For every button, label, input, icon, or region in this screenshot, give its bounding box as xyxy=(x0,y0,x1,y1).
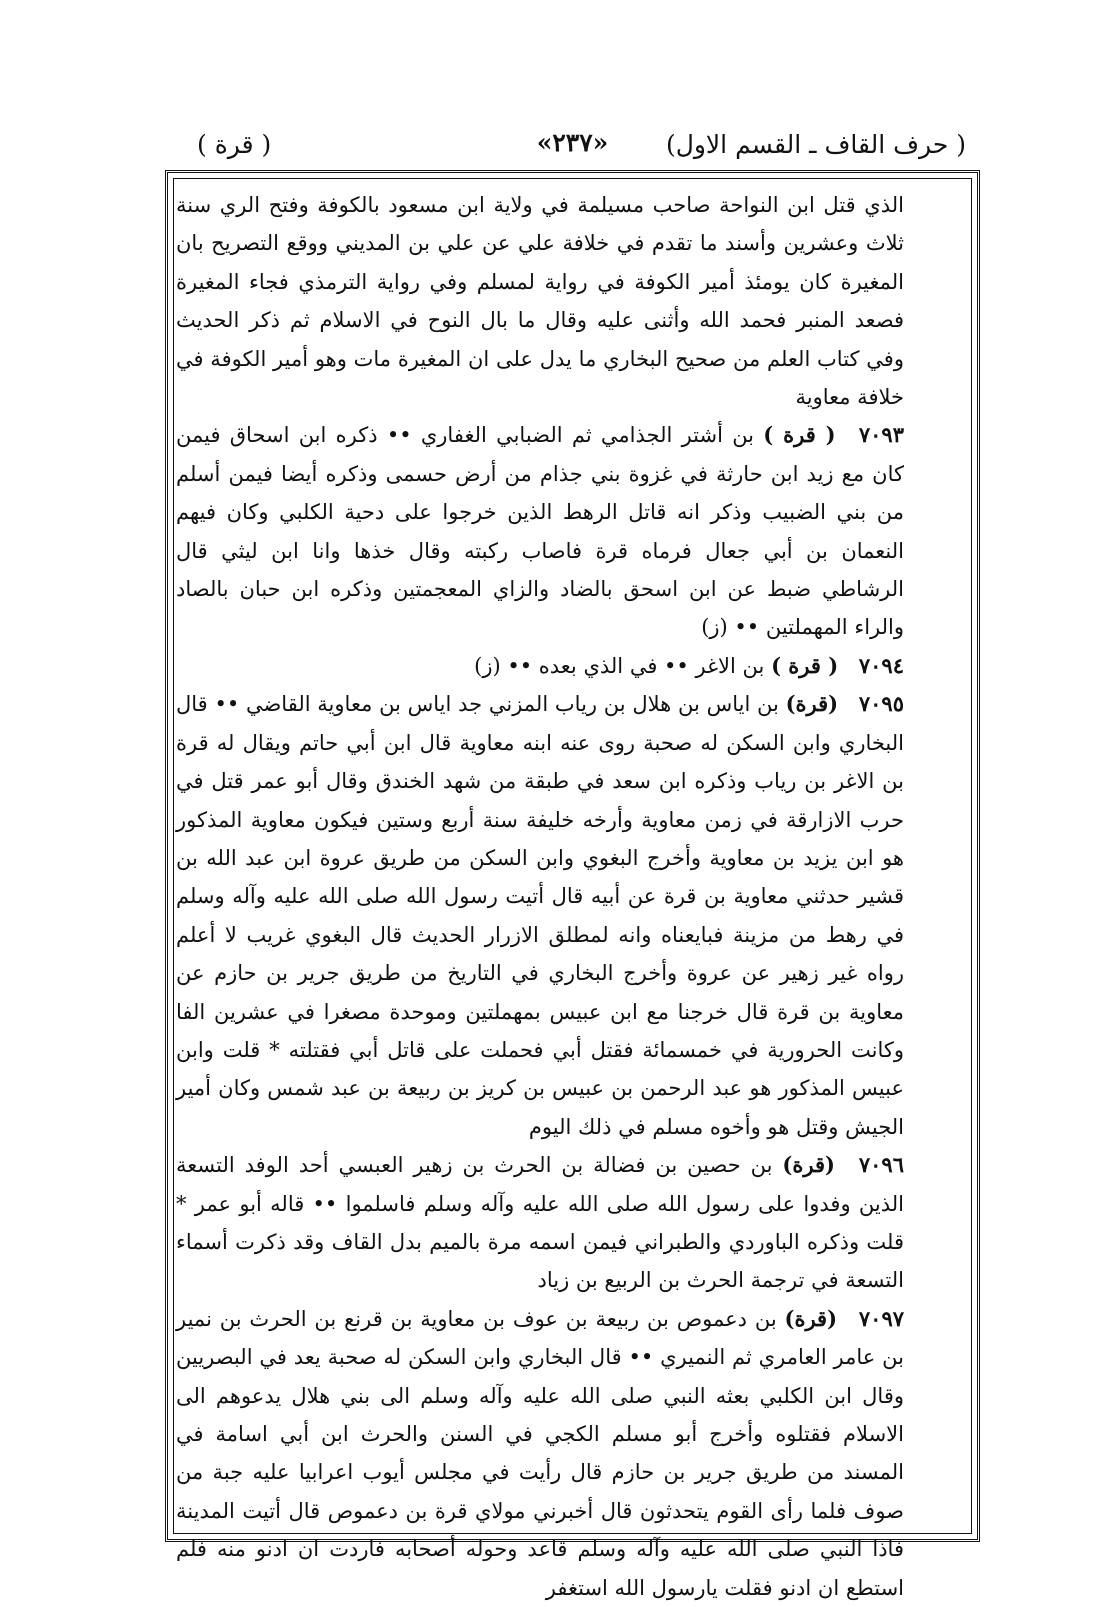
entry-text: بن أشتر الجذامي ثم الضبابي الغفاري •• ذكره ابن اسحاق فيمن كان مع زيد ابن حارثة في غزوة بني جذام من أرض حسمى وذكره أيضا فيمن أسلم من بني الضبيب وذكر انه قاتل الرهط الذين خرجوا على دحية الكلبي وكان فيهم النعمان بن أبي جعال فرماه قرة فاصاب ركبته وقال خذها وانا ابن ليثي قال الرشاطي ضبط عن ابن اسحق بالضاد والزاي المعجمتين وذكره ابن حبان بالصاد والراء المهملتين •• (ز) xyxy=(176,423,904,640)
entry-head: (قرة) xyxy=(782,1152,835,1178)
page-header xyxy=(165,124,980,174)
entry-number: ٧٠٩٥ xyxy=(858,691,904,717)
entry-7093 xyxy=(176,416,904,646)
entry-head: (قرة) xyxy=(784,1305,838,1331)
entry-7094 xyxy=(176,647,904,685)
entry-number: ٧٠٩٧ xyxy=(858,1305,905,1331)
entry-head: ( قرة ) xyxy=(763,422,836,448)
entry-number: ٧٠٩٤ xyxy=(858,652,904,678)
entry-7096 xyxy=(176,1146,904,1300)
entry-head: ( قرة ) xyxy=(771,652,839,678)
entry-text: بن اياس بن هلال بن رياب المزني جد اياس بن معاوية القاضي •• قال البخاري وابن السكن له صحبة روى عنه ابنه معاوية قال ابن أبي حاتم ويقال له قرة بن الاغر بن رياب وذكره ابن سعد في طبقة من شهد الخندق وقال أبو عمر قتل في حرب الازارقة في زمن معاوية وأرخه خليفة سنة أربع وستين فيكون معاوية المذكور هو ابن يزيد بن معاوية وأخرج البغوي وابن السكن من طريق عروة ابن عبد الله بن قشير حدثني معاوية بن قرة عن أبيه قال أتيت رسول الله صلى الله عليه وآله وسلم في رهط من مزينة فبايعناه وانه لمطلق الازرار الحديث قال البغوي غريب لا أعلم رواه غير زهير عن عروة وأخرج البخاري في التاريخ من طريق جرير بن حازم عن معاوية بن قرة قال خرجنا مع ابن عبيس بمهملتين وموحدة مصغرا في عشرين الفا وكانت الحرورية في خمسمائة فقتل أبي فحملت على قاتل أبي فقتلته * قلت وابن عبيس المذكور هو عبد الرحمن بن عبيس بن كريز بن ربيعة بن عبد شمس وكان أمير الجيش وقتل هو وأخوه مسلم في ذلك اليوم xyxy=(176,692,904,1139)
entry-7097 xyxy=(176,1300,904,1607)
entry-title: ( قرة ) xyxy=(197,130,272,159)
entry-head: (قرة) xyxy=(785,691,839,717)
intro-paragraph: الذي قتل ابن النواحة صاحب مسيلمة في ولاية ابن مسعود بالكوفة وفتح الري سنة ثلاث وعشرين وأسند ما تقدم في خلافة علي عن علي بن المديني ووقع التصريح بان المغيرة كان يومئذ أمير الكوفة في رواية لمسلم وفي رواية الترمذي فجاء المغيرة فصعد المنبر فحمد الله وأثنى عليه وقال ما بال النوح في الاسلام ثم ذكر الحديث وفي كتاب العلم من صحيح البخاري ما يدل على ان المغيرة مات وهو أمير الكوفة في خلافة معاوية xyxy=(176,193,904,410)
page-number: «٢٣٧» xyxy=(536,128,609,157)
entry-text: بن الاغر •• في الذي بعده •• (ز) xyxy=(474,653,765,678)
section-title: ( حرف القاف ـ القسم الاول) xyxy=(665,130,966,159)
entry-7095 xyxy=(176,685,904,1146)
entry-text: بن دعموص بن ربيعة بن عوف بن معاوية بن قرنع بن الحرث بن نمير بن عامر العامري ثم النميري •• قال البخاري وابن السكن له صحبة يعد في البصريين وقال ابن الكلبي بعثه النبي صلى الله عليه وآله وسلم الى بني هلال يدعوهم الى الاسلام فقتلوه وأخرج أبو مسلم الكجي في السنن والحرث ابن أبي اسامة في المسند من طريق جرير بن حازم قال رأيت في مجلس أيوب اعرابيا عليه جبة من صوف فلما رأى القوم يتحدثون قال أخبرني مولاي قرة بن دعموص قال أتيت المدينة فاذا النبي صلى الله عليه وآله وسلم قاعد وحوله أصحابه فاردت ان ادنو منه فلم استطع ان ادنو فقلت يارسول الله استغفر xyxy=(176,1306,904,1600)
entry-number: ٧٠٩٦ xyxy=(858,1152,904,1178)
entry-number: ٧٠٩٣ xyxy=(858,422,904,448)
entry-text: بن حصين بن فضالة بن الحرث بن زهير العبسي أحد الوفد التسعة الذين وفدوا على رسول الله صلى الله عليه وآله وسلم فاسلموا •• قاله أبو عمر * قلت وذكره الباوردي والطبراني فيمن اسمه مرة بالميم بدل القاف وقد ذكرت أسماء التسعة في ترجمة الحرث بن الربيع بن زياد xyxy=(176,1153,904,1293)
body-text xyxy=(176,186,904,1607)
